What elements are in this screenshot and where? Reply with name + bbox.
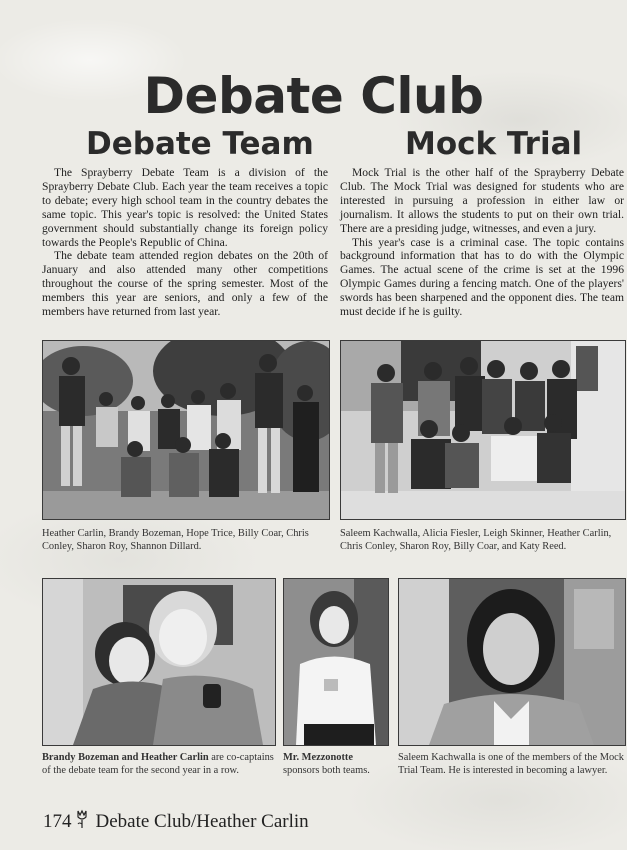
co-captains-caption bbox=[42, 752, 278, 777]
sponsor-name: Mr. Mezzonotte bbox=[283, 752, 354, 763]
debate-team-caption: Heather Carlin, Brandy Bozeman, Hope Trice, Billy Coar, Chris Conley, Sharon Roy, Shannon Dillard. bbox=[42, 528, 309, 552]
mock-paragraph-2: This year's case is a criminal case. The topic contains background information that has to do with the Olympic Games. The actual scene of the crime is set at the 1996 Olympic Games during a fencing match. One of the players' swords has been sharpened and the opponent dies. The team must decide if he is guilty. bbox=[340, 235, 624, 319]
co-captains-photo bbox=[42, 578, 276, 746]
page-footer bbox=[43, 809, 309, 835]
debate-paragraph-2: The debate team attended region debates on the 20th of January and also attended many other competitions throughout the course of the spring semester. Most of the members this year are seniors, and only a few of the members have returned from last year. bbox=[42, 249, 328, 319]
mock-trial-heading: Mock Trial bbox=[405, 126, 583, 162]
co-captains-names: Brandy Bozeman and Heather Carlin bbox=[42, 752, 209, 763]
saleem-caption: Saleem Kachwalla is one of the members of the Mock Trial Team. He is interested in becoming a lawyer. bbox=[398, 752, 624, 776]
debate-team-heading: Debate Team bbox=[86, 126, 314, 162]
page-number: 174 bbox=[43, 811, 72, 832]
sponsor-caption bbox=[283, 752, 389, 777]
mock-paragraph-1: Mock Trial is the other half of the Sprayberry Debate Club. The Mock Trial was designed for students who are interested in pursuing a profession in either law or journalism. It allows the students to put on their own trial. There are a presiding judge, witnesses, and even a jury. bbox=[340, 166, 624, 235]
co-captains-caption-text: are co-captains of the debate team for the second year in a row. bbox=[42, 752, 274, 776]
mock-trial-caption: Saleem Kachwalla, Alicia Fiesler, Leigh Skinner, Heather Carlin, Chris Conley, Sharon Roy, Billy Coar, and Katy Reed. bbox=[340, 528, 612, 552]
footer-section-label: Debate Club/Heather Carlin bbox=[95, 811, 309, 832]
mock-trial-article bbox=[340, 166, 624, 319]
debate-team-article bbox=[42, 166, 328, 319]
mock-trial-group-photo bbox=[340, 340, 626, 520]
page-title: Debate Club bbox=[143, 67, 484, 125]
tulip-icon bbox=[76, 809, 88, 835]
sponsor-photo bbox=[283, 578, 389, 746]
saleem-portrait-photo bbox=[398, 578, 626, 746]
debate-paragraph-1: The Sprayberry Debate Team is a division of the Sprayberry Debate Club. Each year the team receives a topic to debate; every high school team in the country debates the same topic. This year's topic is resolved: the United States government should substantially change its foreign policy towards the People's Republic of China. bbox=[42, 166, 328, 249]
debate-team-group-photo bbox=[42, 340, 330, 520]
sponsor-caption-text: sponsors both teams. bbox=[283, 764, 370, 776]
